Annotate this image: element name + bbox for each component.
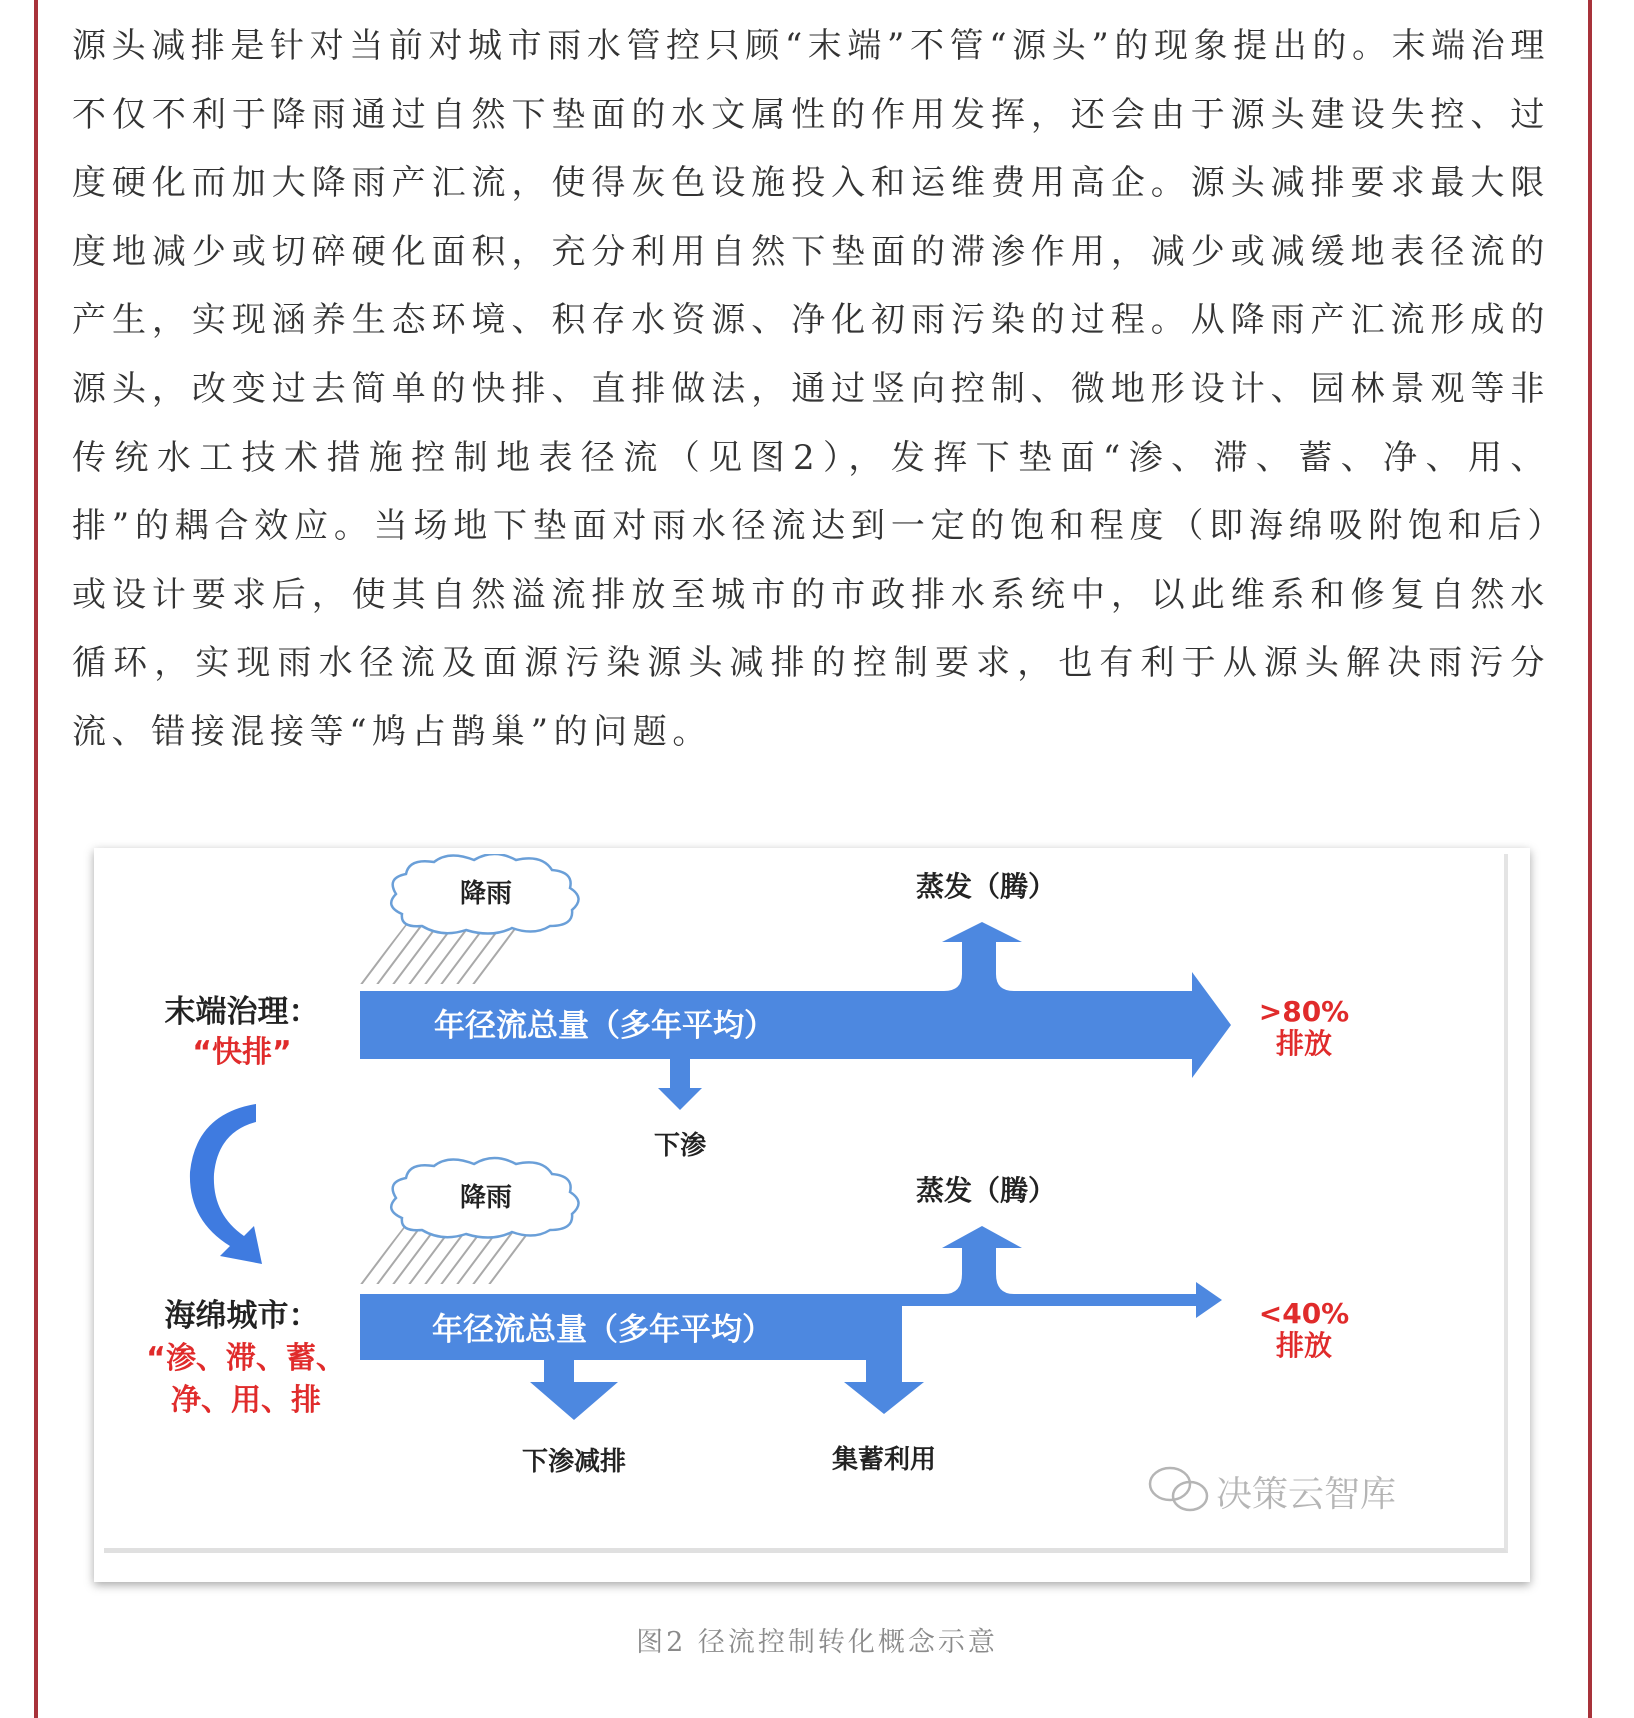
article-paragraph: 源头减排是针对当前对城市雨水管控只顾“末端”不管“源头”的现象提出的。末端治理不仅不利于降雨通过自然下垫面的水文属性的作用发挥，还会由于源头建设失控、过度硬化而加大降雨产汇流，使得灰色设施投入和运维费用高企。源头减排要求最大限度地减少或切碎硬化面积，充分利用自然下垫面的滞渗作用，减少或减缓地表径流的产生，实现涵养生态环境、积存水资源、净化初雨污染的过程。从降雨产汇流形成的源头，改变过去简单的快排、直排做法，通过竖向控制、微地形设计、园林景观等非传统水工技术措施控制地表径流（见图2），发挥下垫面“渗、滞、蓄、净、用、排”的耦合效应。当场地下垫面对雨水径流达到一定的饱和程度（即海绵吸附饱和后）或设计要求后，使其自然溢流排放至城市的市政排水系统中，以此维系和修复自然水循环，实现雨水径流及面源污染源头减排的控制要求，也有利于从源头解决雨污分流、错接混接等“鸠占鹊巢”的问题。	[72, 26, 1550, 752]
top-rain-label: 降雨	[459, 879, 513, 909]
top-flow-label: 年径流总量（多年平均）	[434, 1008, 775, 1044]
bottom-mode-slogan-line2: 净、用、排	[171, 1383, 321, 1418]
bottom-rain-label: 降雨	[459, 1183, 513, 1213]
wechat-icon	[1150, 1468, 1207, 1510]
scenario-sponge-city	[146, 1158, 1349, 1477]
page-border-left	[34, 0, 38, 1718]
bottom-mode-title: 海绵城市：	[164, 1298, 320, 1334]
top-mode-slogan: “快排”	[192, 1035, 292, 1070]
top-infiltration-label: 下渗	[653, 1131, 707, 1161]
bottom-mode-slogan-line1: “渗、滞、蓄、	[146, 1341, 346, 1376]
runoff-diagram	[104, 854, 1504, 1548]
watermark-text: 决策云智库	[1216, 1474, 1397, 1515]
bottom-cloud-icon	[354, 1158, 579, 1294]
page-border-right	[1588, 0, 1592, 1718]
top-discharge-percent: >80%	[1258, 995, 1350, 1028]
bottom-flow-label: 年径流总量（多年平均）	[432, 1312, 773, 1348]
bottom-discharge-percent: <40%	[1258, 1297, 1350, 1330]
figure-2	[94, 848, 1530, 1582]
bottom-discharge-label: 排放	[1275, 1329, 1333, 1362]
bottom-evaporation-label: 蒸发（腾）	[915, 1174, 1057, 1207]
figure-panel	[104, 854, 1508, 1553]
top-cloud-icon	[354, 854, 579, 994]
scenario-end-treatment	[165, 854, 1350, 1161]
bottom-storage-label: 集蓄利用	[831, 1445, 937, 1475]
watermark	[1150, 1468, 1396, 1515]
top-evaporation-label: 蒸发（腾）	[915, 870, 1057, 903]
top-mode-title: 末端治理：	[164, 994, 320, 1030]
bottom-infiltration-label: 下渗减排	[521, 1447, 627, 1477]
top-discharge-label: 排放	[1275, 1027, 1333, 1060]
figure-caption: 图2 径流控制转化概念示意	[636, 1627, 998, 1658]
transition-arrow-icon	[190, 1104, 262, 1264]
